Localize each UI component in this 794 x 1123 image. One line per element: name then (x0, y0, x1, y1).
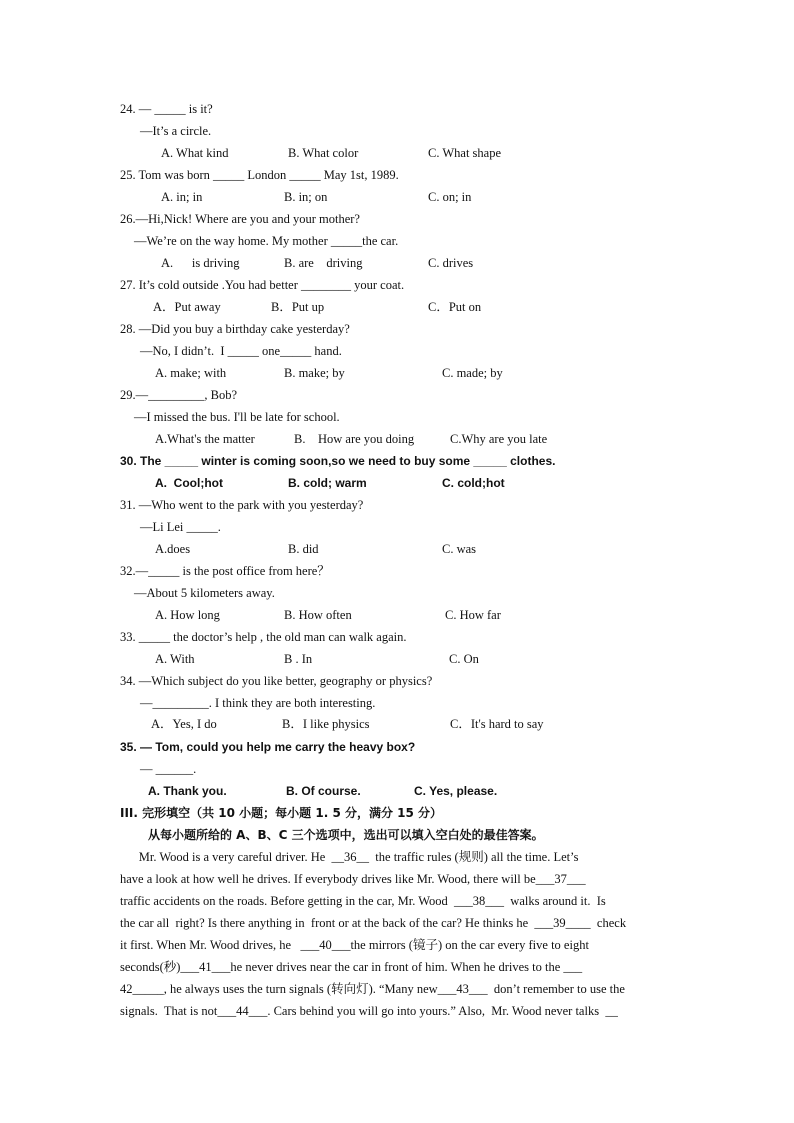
passage-line-1: Mr. Wood is a very careful driver. He __36__ the traffic rules (规则) all the time. Let’s (120, 850, 579, 864)
q34-option-c: C．It's hard to say (450, 717, 544, 731)
q27-option-c: C．Put on (428, 300, 482, 314)
q24-reply: —It’s a circle. (140, 124, 212, 138)
q34-option-a: A．Yes, I do (151, 717, 217, 731)
q33-option-c: C. On (449, 652, 479, 666)
q35-option-b: B. Of course. (286, 784, 361, 798)
q26-reply: —We’re on the way home. My mother _____the car. (134, 234, 399, 248)
q26-option-b: B. are driving (284, 256, 363, 270)
q28-reply: —No, I didn’t. I _____ one_____ hand. (140, 344, 342, 358)
q35-reply: — ______. (140, 762, 197, 776)
q29-option-a: A.What's the matter (155, 432, 255, 446)
q26-stem: 26.—Hi,Nick! Where are you and your mother? (120, 212, 360, 226)
section-instruction: 从每小题所给的 A、B、C 三个选项中，选出可以填入空白处的最佳答案。 (148, 828, 544, 842)
q31-option-b: B. did (288, 542, 319, 556)
q25-option-b: B. in; on (284, 190, 328, 204)
q32-option-b: B. How often (284, 608, 352, 622)
q24-option-c: C. What shape (428, 146, 502, 160)
q35-option-a: A. Thank you. (148, 784, 227, 798)
q25-option-c: C. on; in (428, 190, 472, 204)
passage-line-2: have a look at how well he drives. If everybody drives like Mr. Wood, there will be___37___ (120, 872, 586, 886)
section-title: III. 完形填空（共 10 小题；每小题 1. 5 分，满分 15 分） (120, 806, 443, 820)
q29-stem: 29.—_________, Bob? (120, 388, 238, 402)
q25-option-a: A. in; in (161, 190, 203, 204)
q25-stem: 25. Tom was born _____ London _____ May 1st, 1989. (120, 168, 399, 182)
q32-option-a: A. How long (155, 608, 220, 622)
q30-option-a: A. Cool;hot (155, 476, 223, 490)
q28-option-b: B. make; by (284, 366, 345, 380)
q34-reply: —_________. I think they are both interesting. (140, 696, 376, 710)
q27-stem: 27. It’s cold outside .You had better ________ your coat. (120, 278, 405, 292)
q33-stem: 33. _____ the doctor’s help , the old man can walk again. (120, 630, 407, 644)
passage-line-6: seconds(秒)___41___he never drives near the car in front of him. When he drives to the ___ (120, 960, 583, 974)
q29-option-b: B. How are you doing (294, 432, 415, 446)
q28-option-a: A. make; with (155, 366, 227, 380)
q31-reply: —Li Lei _____. (140, 520, 221, 534)
q29-reply: —I missed the bus. I'll be late for school. (134, 410, 340, 424)
passage-line-5: it first. When Mr. Wood drives, he ___40___the mirrors (镜子) on the car every five to eight (120, 938, 589, 952)
q24-option-a: A. What kind (161, 146, 229, 160)
q26-option-c: C. drives (428, 256, 474, 270)
q30-stem: 30. The _____ winter is coming soon,so we need to buy some _____ clothes. (120, 454, 556, 468)
q32-option-c: C. How far (445, 608, 501, 622)
q35-stem: 35. — Tom, could you help me carry the heavy box? (120, 740, 416, 754)
q27-option-a: A．Put away (153, 300, 221, 314)
q31-option-c: C. was (442, 542, 477, 556)
q33-option-b: B . In (284, 652, 313, 666)
passage-line-8: signals. That is not___44___. Cars behind you will go into yours.” Also, Mr. Wood never talks __ (120, 1004, 618, 1018)
q32-stem: 32.—_____ is the post office from here？ (120, 564, 330, 578)
q34-stem: 34. —Which subject do you like better, geography or physics? (120, 674, 433, 688)
passage-line-4: the car all right? Is there anything in front or at the back of the car? He thinks he ___39____ check (120, 916, 627, 930)
q26-option-a: A. is driving (161, 256, 240, 270)
q31-stem: 31. —Who went to the park with you yesterday? (120, 498, 364, 512)
q29-option-c: C.Why are you late (450, 432, 548, 446)
passage-line-7: 42_____, he always uses the turn signals (转向灯). “Many new___43___ don’t remember to use the (120, 982, 625, 996)
q30-option-b: B. cold; warm (288, 476, 367, 490)
q32-reply: —About 5 kilometers away. (134, 586, 275, 600)
q28-stem: 28. —Did you buy a birthday cake yesterday? (120, 322, 350, 336)
passage-line-3: traffic accidents on the roads. Before getting in the car, Mr. Wood ___38___ walks around it. Is (120, 894, 606, 908)
q30-option-c: C. cold;hot (442, 476, 505, 490)
q34-option-b: B．I like physics (282, 717, 370, 731)
q31-option-a: A.does (155, 542, 191, 556)
q27-option-b: B．Put up (271, 300, 325, 314)
q28-option-c: C. made; by (442, 366, 503, 380)
q35-option-c: C. Yes, please. (414, 784, 498, 798)
q24-stem: 24. — _____ is it? (120, 102, 213, 116)
q33-option-a: A. With (155, 652, 195, 666)
q24-option-b: B. What color (288, 146, 359, 160)
